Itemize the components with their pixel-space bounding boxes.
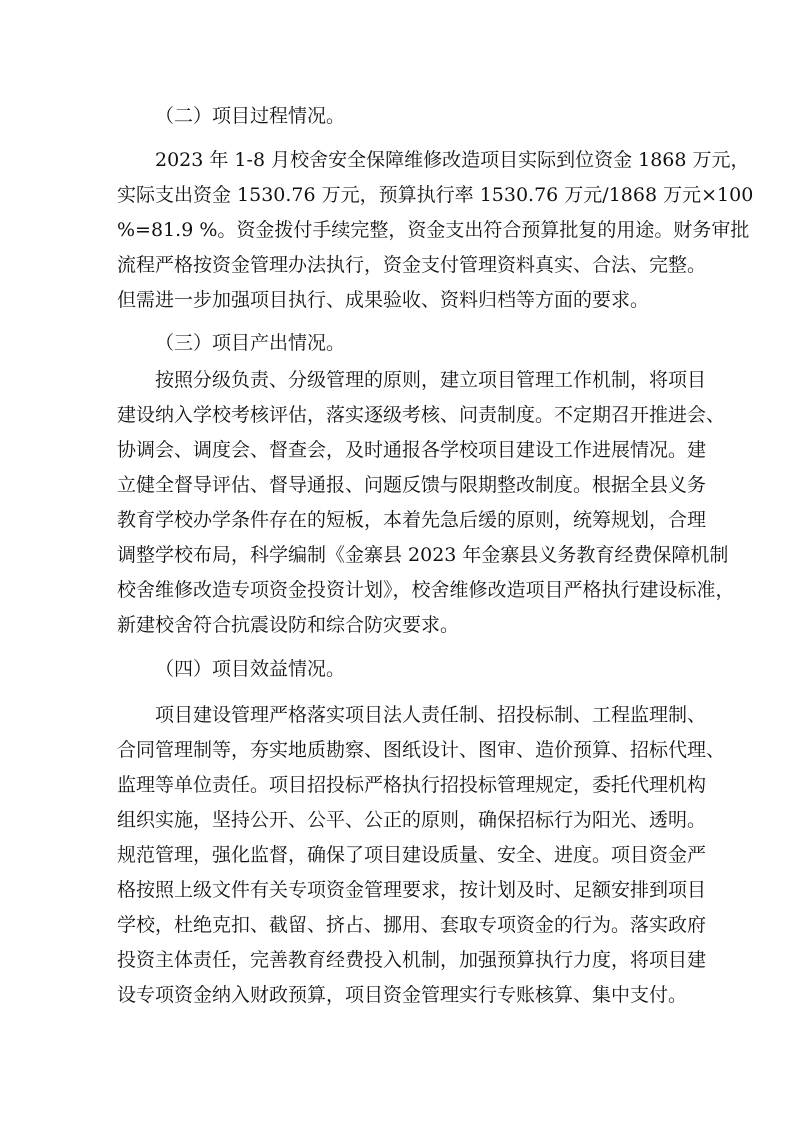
paragraph-line: 格按照上级文件有关专项资金管理要求，按计划及时、足额安排到项目 [117, 879, 707, 901]
section-heading: （三）项目产出情况。 [155, 332, 346, 354]
paragraph-line: 立健全督导评估、督导通报、问题反馈与限期整改制度。根据全县义务 [117, 474, 707, 496]
paragraph-line: 投资主体责任，完善教育经费投入机制，加强预算执行力度，将项目建 [117, 949, 707, 971]
paragraph-line: 教育学校办学条件存在的短板，本着先急后缓的原则，统筹规划，合理 [117, 509, 707, 531]
paragraph-line: 2023 年 1-8 月校舍安全保障维修改造项目实际到位资金 1868 万元， [155, 149, 750, 171]
paragraph-line: 但需进一步加强项目执行、成果验收、资料归档等方面的要求。 [117, 289, 650, 311]
paragraph-line: 规范管理，强化监督，确保了项目建设质量、安全、进度。项目资金严 [117, 844, 707, 866]
paragraph-line: 新建校舍符合抗震设防和综合防灾要求。 [117, 614, 460, 636]
paragraph-line: 学校，杜绝克扣、截留、挤占、挪用、套取专项资金的行为。落实政府 [117, 914, 707, 936]
paragraph-line: 协调会、调度会、督查会，及时通报各学校项目建设工作进展情况。建 [117, 439, 707, 461]
paragraph-line: 实际支出资金 1530.76 万元，预算执行率 1530.76 万元/1868 万元×100 [117, 184, 754, 206]
paragraph-line: 设专项资金纳入财政预算，项目资金管理实行专账核算、集中支付。 [117, 984, 688, 1006]
paragraph-line: 按照分级负责、分级管理的原则，建立项目管理工作机制，将项目 [155, 369, 707, 391]
paragraph-line: 调整学校布局，科学编制《金寨县 2023 年金寨县义务教育经费保障机制 [117, 544, 729, 566]
paragraph-line: 流程严格按资金管理办法执行，资金支付管理资料真实、合法、完整。 [117, 254, 707, 276]
paragraph-line: 项目建设管理严格落实项目法人责任制、招投标制、工程监理制、 [155, 704, 707, 726]
paragraph-line: 监理等单位责任。项目招投标严格执行招投标管理规定，委托代理机构 [117, 774, 707, 796]
paragraph-line: 合同管理制等，夯实地质勘察、图纸设计、图审、造价预算、招标代理、 [117, 739, 726, 761]
paragraph-line: 建设纳入学校考核评估，落实逐级考核、问责制度。不定期召开推进会、 [117, 404, 726, 426]
section-heading: （二）项目过程情况。 [155, 105, 346, 127]
paragraph-line: 校舍维修改造专项资金投资计划》，校舍维修改造项目严格执行建设标准， [117, 579, 735, 601]
section-heading: （四）项目效益情况。 [155, 658, 346, 680]
paragraph-line: %=81.9 %。资金拨付手续完整，资金支出符合预算批复的用途。财务审批 [117, 219, 750, 241]
paragraph-line: 组织实施，坚持公开、公平、公正的原则，确保招标行为阳光、透明。 [117, 809, 707, 831]
